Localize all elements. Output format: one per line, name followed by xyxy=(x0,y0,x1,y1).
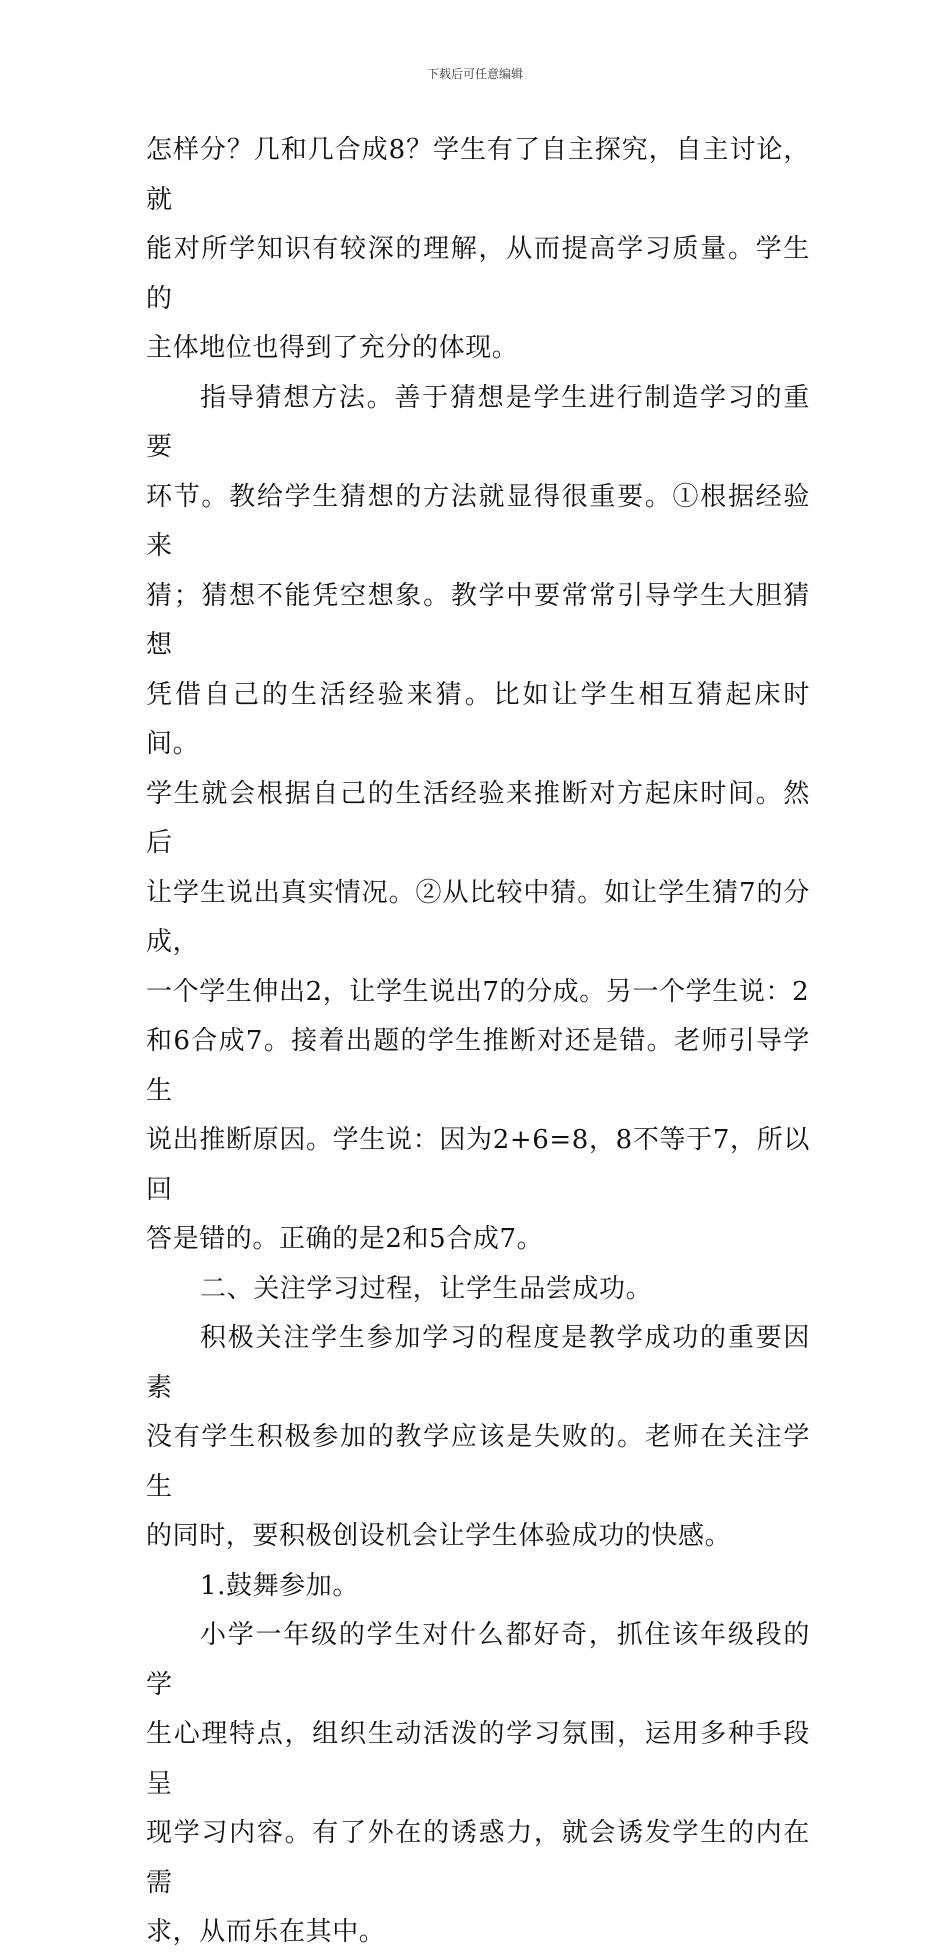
subheading-1 xyxy=(146,1562,810,1612)
paragraph-line: 环节。教给学生猜想的方法就显得很重要。①根据经验来 xyxy=(146,481,810,561)
paragraph-line: 的同时，要积极创设机会让学生体验成功的快感。 xyxy=(146,1521,732,1551)
paragraph-1 xyxy=(146,126,810,374)
paragraph-line: 能对所学知识有较深的理解，从而提高学习质量。学生的 xyxy=(146,234,810,314)
paragraph-line: 没有学生积极参加的教学应该是失败的。老师在关注学生 xyxy=(146,1422,810,1502)
paragraph-line: 1.鼓舞参加。 xyxy=(200,1570,360,1601)
paragraph-line: 二、关注学习过程，让学生品尝成功。 xyxy=(200,1273,653,1304)
paragraph-line: 答是错的。正确的是2和5合成7。 xyxy=(146,1224,544,1254)
paragraph-line: 主体地位也得到了充分的体现。 xyxy=(146,333,519,363)
paragraph-line: 凭借自己的生活经验来猜。比如让学生相互猜起床时间。 xyxy=(146,679,810,759)
paragraph-line: 生心理特点，组织生动活泼的学习氛围，运用多种手段呈 xyxy=(146,1719,810,1799)
paragraph-line: 求，从而乐在其中。 xyxy=(146,1917,386,1947)
paragraph-line: 指导猜想方法。善于猜想是学生进行制造学习的重要 xyxy=(146,382,810,462)
paragraph-line: 一个学生伸出2，让学生说出7的分成。另一个学生说：2 xyxy=(146,976,810,1007)
paragraph-line: 小学一年级的学生对什么都好奇，抓住该年级段的学 xyxy=(146,1620,810,1700)
section-heading-2 xyxy=(146,1265,810,1315)
paragraph-line: 说出推断原因。学生说：因为2+6=8，8不等于7，所以回 xyxy=(146,1125,810,1205)
paragraph-line: 现学习内容。有了外在的诱惑力，就会诱发学生的内在需 xyxy=(146,1818,810,1898)
paragraph-4 xyxy=(146,1611,810,1958)
paragraph-line: 和6合成7。接着出题的学生推断对还是错。老师引导学生 xyxy=(146,1026,810,1106)
paragraph-3 xyxy=(146,1314,810,1562)
paragraph-line: 怎样分？几和几合成8？学生有了自主探究，自主讨论，就 xyxy=(146,135,810,215)
paragraph-2 xyxy=(146,374,810,1265)
paragraph-line: 积极关注学生参加学习的程度是教学成功的重要因素 xyxy=(146,1323,810,1403)
paragraph-line: 猜；猜想不能凭空想象。教学中要常常引导学生大胆猜想 xyxy=(146,580,810,660)
paragraph-line: 学生就会根据自己的生活经验来推断对方起床时间。然后 xyxy=(146,778,810,858)
paragraph-line: 让学生说出真实情况。②从比较中猜。如让学生猜7的分成， xyxy=(146,877,810,957)
page-header: 下载后可任意编辑 xyxy=(426,67,523,81)
document-body xyxy=(146,126,810,1958)
